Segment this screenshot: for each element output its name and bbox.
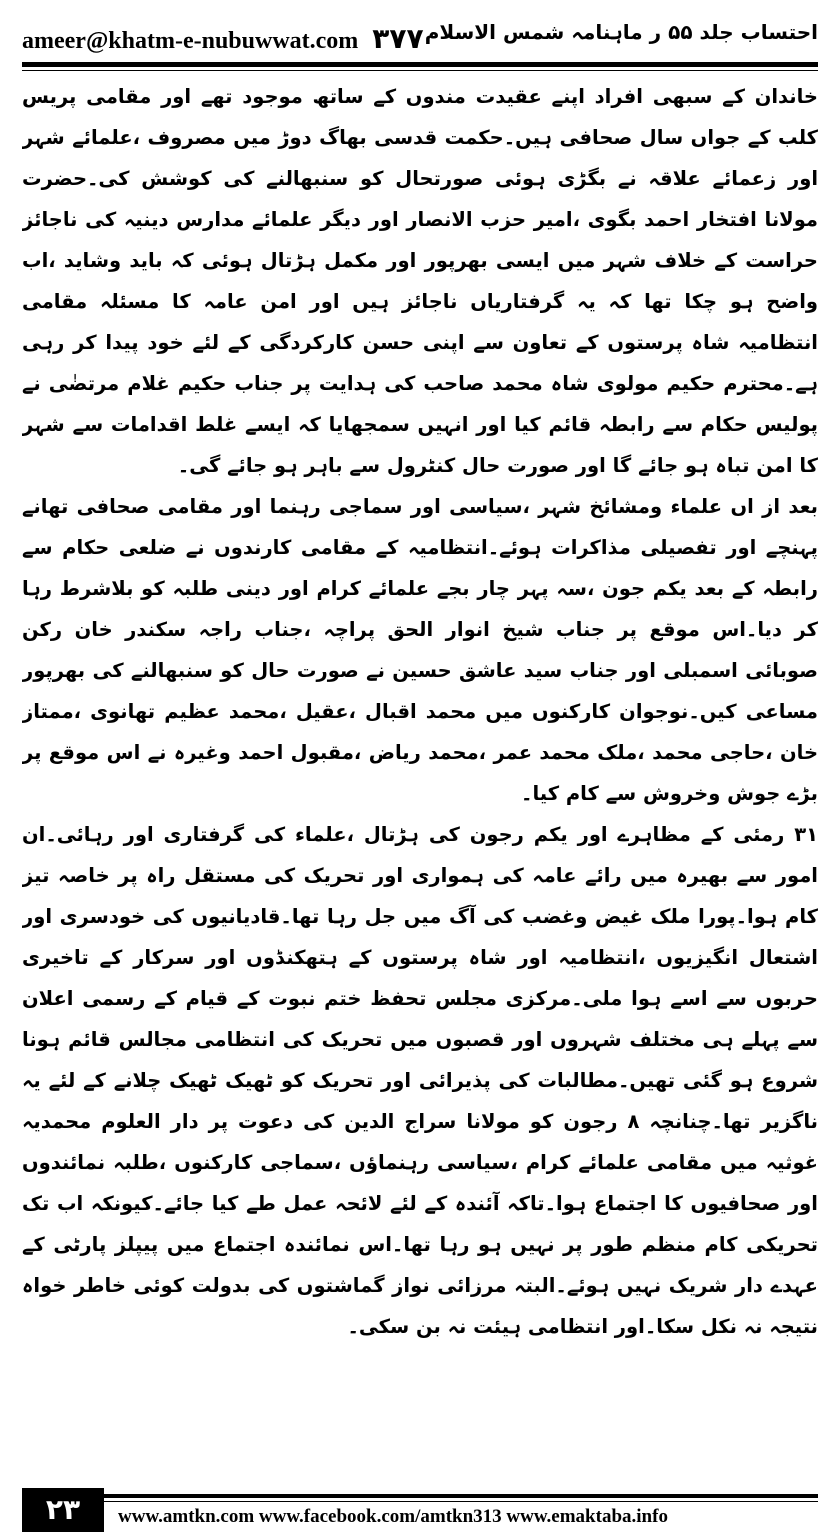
paragraph-1: خاندان کے سبھی افراد اپنے عقیدت مندوں کے ساتھ موجود تھے اور مقامی پریس کلب کے جواں سال صحافی ہیں۔حکمت قدسی بھاگ دوڑ میں مصروف ،علمائے شہر اور زعمائے علاقہ نے بگڑی ہوئی صورتحال کو سنبھالنے کی کوشش کی۔حضرت مولانا افتخار احمد بگوی ،امیر حزب الانصار اور دیگر علمائے مدارس دینیہ کی ناجائز حراست کے خلاف شہر میں ایسی بھرپور اور مکمل ہڑتال ہوئی کہ باید وشاید ،اب واضح ہو چکا تھا کہ یہ گرفتاریاں ناجائز ہیں اور امن عامہ کا مسئلہ مقامی انتظامیہ شاہ پرستوں کے تعاون سے اپنی حسن کارکردگی کے لئے خود پیدا کر رہی ہے۔محترم حکیم مولوی شاہ محمد صاحب کی ہدایت پر جناب حکیم غلام مرتضٰی نے پولیس حکام سے رابطہ قائم کیا اور انہیں سمجھایا کہ ایسے غلط اقدامات سے شہر کا امن تباہ ہو جائے گا اور صورت حال کنٹرول سے باہر ہو جائے گی۔ [22, 85, 818, 477]
footer-rule [104, 1494, 818, 1498]
footer-page-number: ۲۳ [22, 1488, 104, 1532]
footer-links[interactable]: www.amtkn.com www.facebook.com/amtkn313 www.emaktaba.info [118, 1506, 668, 1527]
footer-rule-thin [104, 1501, 818, 1502]
page-header [22, 14, 818, 62]
header-page-number: ۳۷۷ [372, 22, 424, 55]
header-email[interactable]: ameer@khatm-e-nubuwwat.com [22, 28, 359, 54]
article-body [22, 76, 818, 1456]
paragraph-2: بعد از اں علماء ومشائخ شہر ،سیاسی اور سماجی رہنما اور مقامی صحافی تھانے پہنچے اور تفصیلی مذاکرات ہوئے۔انتظامیہ کے مقامی کارندوں نے ضلعی حکام سے رابطہ کے بعد یکم جون ،سہ پہر چار بجے علمائے کرام اور دینی طلبہ کو بلاشرط رہا کر دیا۔اس موقع پر جناب شیخ انوار الحق پراچہ ،جناب راجہ سکندر خان رکن صوبائی اسمبلی اور جناب سید عاشق حسین نے صورت حال کو سنبھالنے کی بھرپور مساعی کیں۔نوجوان کارکنوں میں محمد اقبال ،عقیل ،محمد عظیم تھانوی ،ممتاز خان ،حاجی محمد ،ملک محمد عمر ،محمد ریاض ،مقبول احمد وغیرہ نے اس موقع پر بڑے جوش وخروش سے کام کیا۔ [22, 495, 818, 805]
paragraph-3: ۳۱ رمئی کے مظاہرے اور یکم رجون کی ہڑتال ،علماء کی گرفتاری اور رہائی۔ان امور سے بھیرہ میں رائے عامہ کی ہمواری اور تحریک کی مستقل راہ پر خاصہ تیز کام ہوا۔پورا ملک غیض وغضب کی آگ میں جل رہا تھا۔قادیانیوں کی خودسری اور اشتعال انگیزیوں ،انتظامیہ اور شاہ پرستوں کے ہتھکنڈوں اور سرکار کے تاخیری حربوں سے اسے ہوا ملی۔مرکزی مجلس تحفظ ختم نبوت کے قیام کے رسمی اعلان سے پہلے ہی مختلف شہروں اور قصبوں میں تحریک کی انتظامی مجالس قائم ہونا شروع ہو گئی تھیں۔مطالبات کی پذیرائی اور تحریک کو ٹھیک ٹھیک چلانے کے لئے یہ ناگزیر تھا۔چنانچہ ۸ رجون کو مولانا سراج الدین کی دعوت پر دار العلوم محمدیہ غوثیہ میں مقامی علمائے کرام ،سیاسی رہنماؤں ،سماجی کارکنوں ،طلبہ نمائندوں اور صحافیوں کا اجتماع ہوا۔تاکہ آئندہ کے لئے لائحہ عمل طے کیا جائے۔کیونکہ اب تک تحریکی کام منظم طور پر نہیں ہو رہا تھا۔اس نمائندہ اجتماع میں پیپلز پارٹی کے عہدے دار شریک نہیں ہوئے۔البتہ مرزائی نواز گماشتوں کی بدولت کوئی خاطر خواہ نتیجہ نہ نکل سکا۔اور انتظامی ہیئت نہ بن سکی۔ [22, 823, 818, 1338]
header-rule-thin [22, 70, 818, 71]
magazine-title: احتساب جلد ۵۵ ر ماہنامہ شمس الاسلام [424, 20, 818, 44]
header-left [22, 22, 424, 55]
page-footer [22, 1488, 818, 1532]
header-rule [22, 62, 818, 67]
